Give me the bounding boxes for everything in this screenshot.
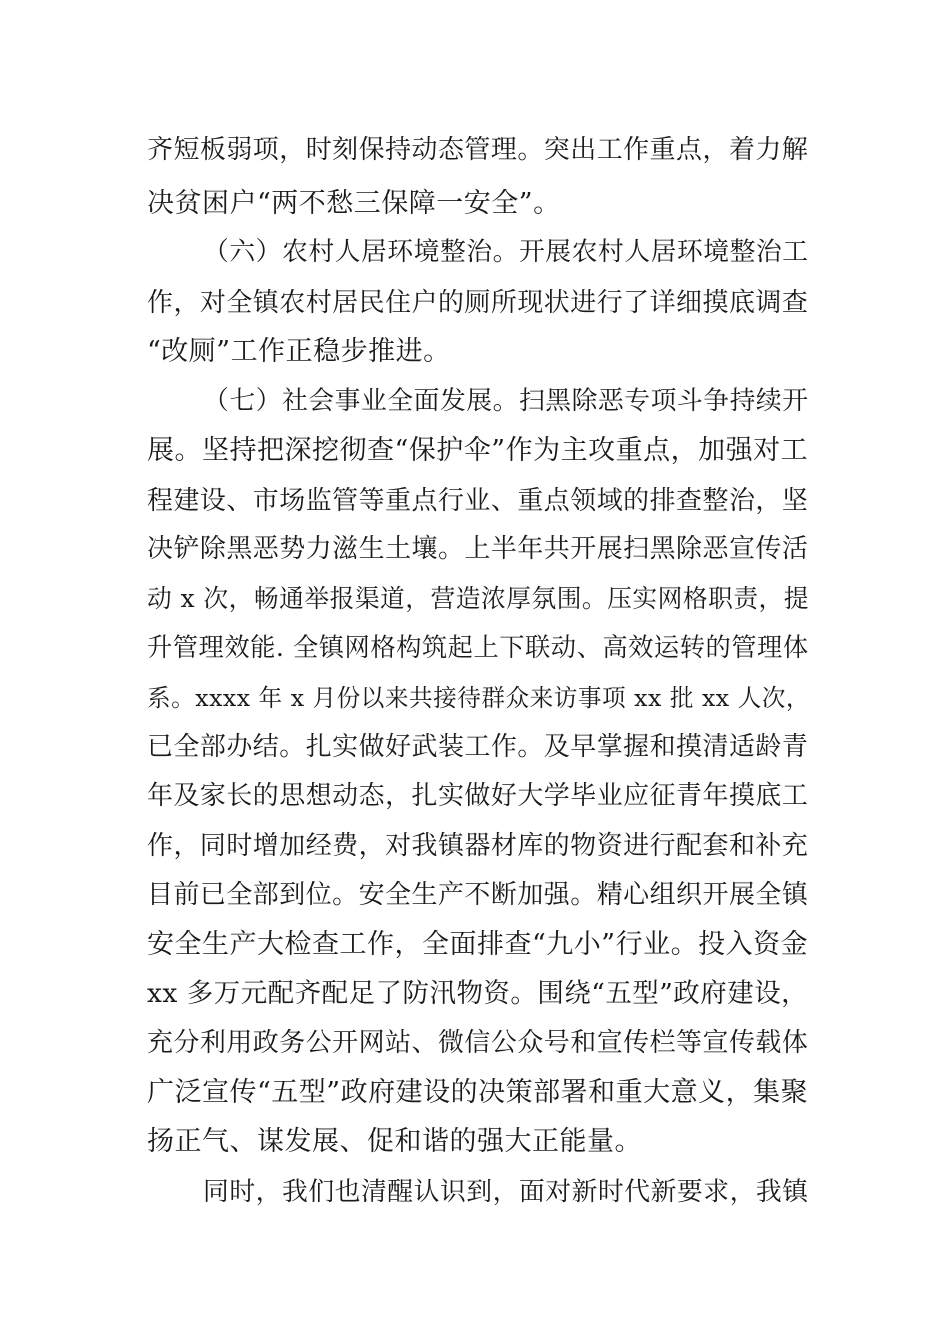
paragraph-heading-7: （七）社会事业全面发展。扫黑除恶专项斗争持续开: [203, 386, 809, 416]
text-line: 充分利用政务公开网站、微信公众号和宣传栏等宣传载体: [147, 1028, 809, 1058]
text-line: 决贫困户“两不愁三保障一安全”。: [147, 188, 561, 219]
text-line: 扬正气、谋发展、促和谐的强大正能量。: [147, 1126, 642, 1157]
text-line: 程建设、市场监管等重点行业、重点领域的排查整治，坚: [147, 486, 809, 516]
text-line: 年及家长的思想动态，扎实做好大学毕业应征青年摸底工: [147, 781, 809, 811]
text-line: 决铲除黑恶势力滋生土壤。上半年共开展扫黑除恶宣传活: [147, 534, 809, 564]
text-line: 动 x 次，畅通举报渠道，营造浓厚氛围。压实网格职责，提: [147, 584, 810, 613]
text-line: 展。坚持把深挖彻查“保护伞”作为主攻重点，加强对工: [147, 435, 809, 466]
text-line: 目前已全部到位。安全生产不断加强。精心组织开展全镇: [147, 880, 809, 910]
text-line: 安全生产大检查工作，全面排查“九小”行业。投入资金: [147, 929, 809, 960]
text-line: 广泛宣传“五型”政府建设的决策部署和重大意义，集聚: [147, 1077, 809, 1108]
text-line: 系。xxxx 年 x 月份以来共接待群众来访事项 xx 批 xx 人次，: [147, 684, 810, 712]
text-line: 升管理效能. 全镇网格构筑起上下联动、高效运转的管理体: [147, 633, 809, 662]
text-line: 已全部办结。扎实做好武装工作。及早掌握和摸清适龄青: [147, 732, 809, 762]
text-line: 齐短板弱项，时刻保持动态管理。突出工作重点，着力解: [147, 135, 809, 165]
text-line: 作，同时增加经费，对我镇器材库的物资进行配套和补充: [147, 831, 809, 861]
paragraph-start: 同时，我们也清醒认识到，面对新时代新要求，我镇: [203, 1177, 809, 1207]
paragraph-heading-6: （六）农村人居环境整治。开展农村人居环境整治工: [203, 237, 809, 267]
text-line: xx 多万元配齐配足了防汛物资。围绕“五型”政府建设，: [147, 978, 809, 1009]
text-line: 作，对全镇农村居民住户的厕所现状进行了详细摸底调查: [147, 288, 809, 318]
text-line: “改厕”工作正稳步推进。: [147, 336, 451, 367]
